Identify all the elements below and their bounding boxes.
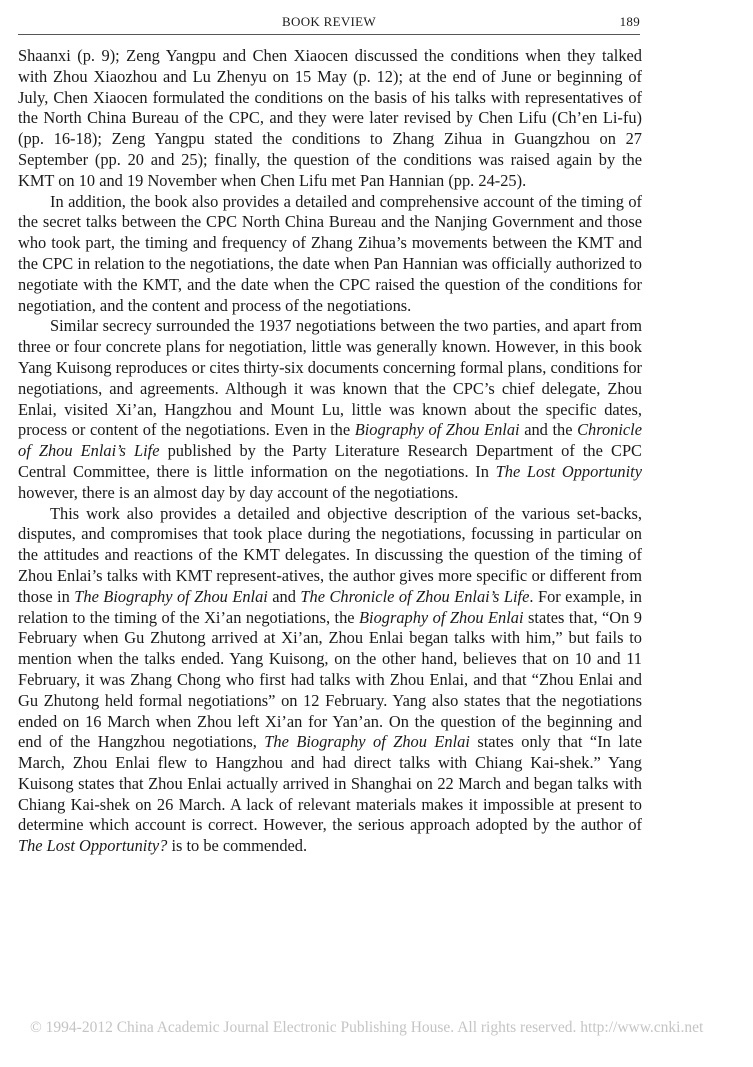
text-run: . For example, in relation to the timing of the Xi’an negotiations, the xyxy=(18,586,643,627)
text-run: Shaanxi (p. 9); Zeng Yangpu and Chen Xiaocen discussed the conditions when they talked with Zhou Xiaozhou and Lu Zhenyu on 15 May (p. 12); at the end of June or beginning of July, Chen Xiaocen formulated the conditions on the basis of his talks with representatives of the North China Bureau of the CPC, and they were later revised by Chen Lifu (Ch’en Li-fu) (pp. 16-18); Zeng Yangpu stated the conditions to Zhang Zihua in Guangzhou on 27 September (pp. 20 and 25); finally, the question of the conditions was raised again by the KMT on 10 and 19 November when Chen Lifu met Pan Hannian (pp. 24-25). xyxy=(18,46,642,190)
text-run: states only that “In late March, Zhou Enlai flew to Hangzhou and had direct talks with Chiang Kai-shek.” Yang Kuisong states that Zhou Enlai actually arrived in Shanghai on 22 March and began talks with Chiang Kai-shek on 26 March. A lack of relevant materials makes it impossible at present to determine which account is correct. However, the serious approach adopted by the author of xyxy=(18,732,642,835)
text-run: In addition, the book also provides a detailed and comprehensive account of the timing of the secret talks between the CPC North China Bureau and the Nanjing Government and those who took part, the timing and frequency of Zhang Zihua’s movements between the KMT and the CPC in relation to the negotiations, the date when Pan Hannian was officially authorized to negotiate with the KMT, and the date when the CPC raised the question of the conditions for negotiation, and the content and process of the negotiations. xyxy=(18,191,642,315)
text-run: however, there is an almost day by day account of the negotiations. xyxy=(18,482,459,502)
text-run: and the xyxy=(519,420,578,440)
paragraph xyxy=(18,504,642,858)
italic-title: Biography of Zhou Enlai xyxy=(359,607,524,627)
copyright-footer: © 1994-2012 China Academic Journal Electronic Publishing House. All rights reserved. http://www.cnki.net xyxy=(30,1019,704,1036)
italic-title: The Chronicle of Zhou Enlai’s Life xyxy=(300,586,530,606)
paragraph xyxy=(18,192,642,317)
italic-title: The Biography of Zhou Enlai xyxy=(74,586,268,606)
paragraph xyxy=(18,46,642,192)
italic-title: The Lost Opportunity xyxy=(495,461,643,481)
text-run: Similar secrecy surrounded the 1937 negotiations between the two parties, and apart from three or four concrete plans for negotiation, little was generally known. However, in this book Yang Kuisong reproduces or cites thirty-six documents concerning formal plans, conditions for negotiations, and agreements. Although it was known that the CPC’s chief delegate, Zhou Enlai, visited Xi’an, Hangzhou and Mount Lu, little was known about the specific dates, process or content of the negotiations. Even in the xyxy=(18,316,642,440)
paragraph xyxy=(18,316,642,503)
italic-title: The Lost Opportunity? xyxy=(18,836,168,856)
article-body xyxy=(18,46,642,857)
text-run: is to be commended. xyxy=(167,836,308,856)
running-head: BOOK REVIEW xyxy=(282,14,376,29)
text-run: published by the Party Literature Research Department of the CPC Central Committee, there is little information on the negotiations. In xyxy=(18,441,642,481)
text-run: states that, “On 9 February when Gu Zhutong arrived at Xi’an, Zhou Enlai began talks with him,” but fails to mention when the talks ended. Yang Kuisong, on the other hand, believes that on 10 and 11 February, it was Zhang Chong who first had talks with Zhou Enlai, and that “Zhou Enlai and Gu Zhutong held formal negotiations” on 12 February. Yang also states that the negotiations ended on 16 March when Zhou left Xi’an for Yan’an. On the question of the beginning and end of the Hangzhou negotiations, xyxy=(18,607,642,752)
italic-title: Biography of Zhou Enlai xyxy=(354,420,520,440)
page-number: 189 xyxy=(619,14,640,29)
italic-title: The Biography of Zhou Enlai xyxy=(264,732,470,752)
text-run: and xyxy=(267,586,301,606)
italic-title: Chronicle of Zhou Enlai’s Life xyxy=(18,420,643,461)
page-header xyxy=(18,12,640,35)
text-run: This work also provides a detailed and objective description of the various set-backs, disputes, and compromises that took place during the negotiations, focussing in particular on the attitudes and reactions of the KMT delegates. In discussing the question of the timing of Zhou Enlai’s talks with KMT represent-atives, the author gives more specific or different from those in xyxy=(18,503,642,606)
